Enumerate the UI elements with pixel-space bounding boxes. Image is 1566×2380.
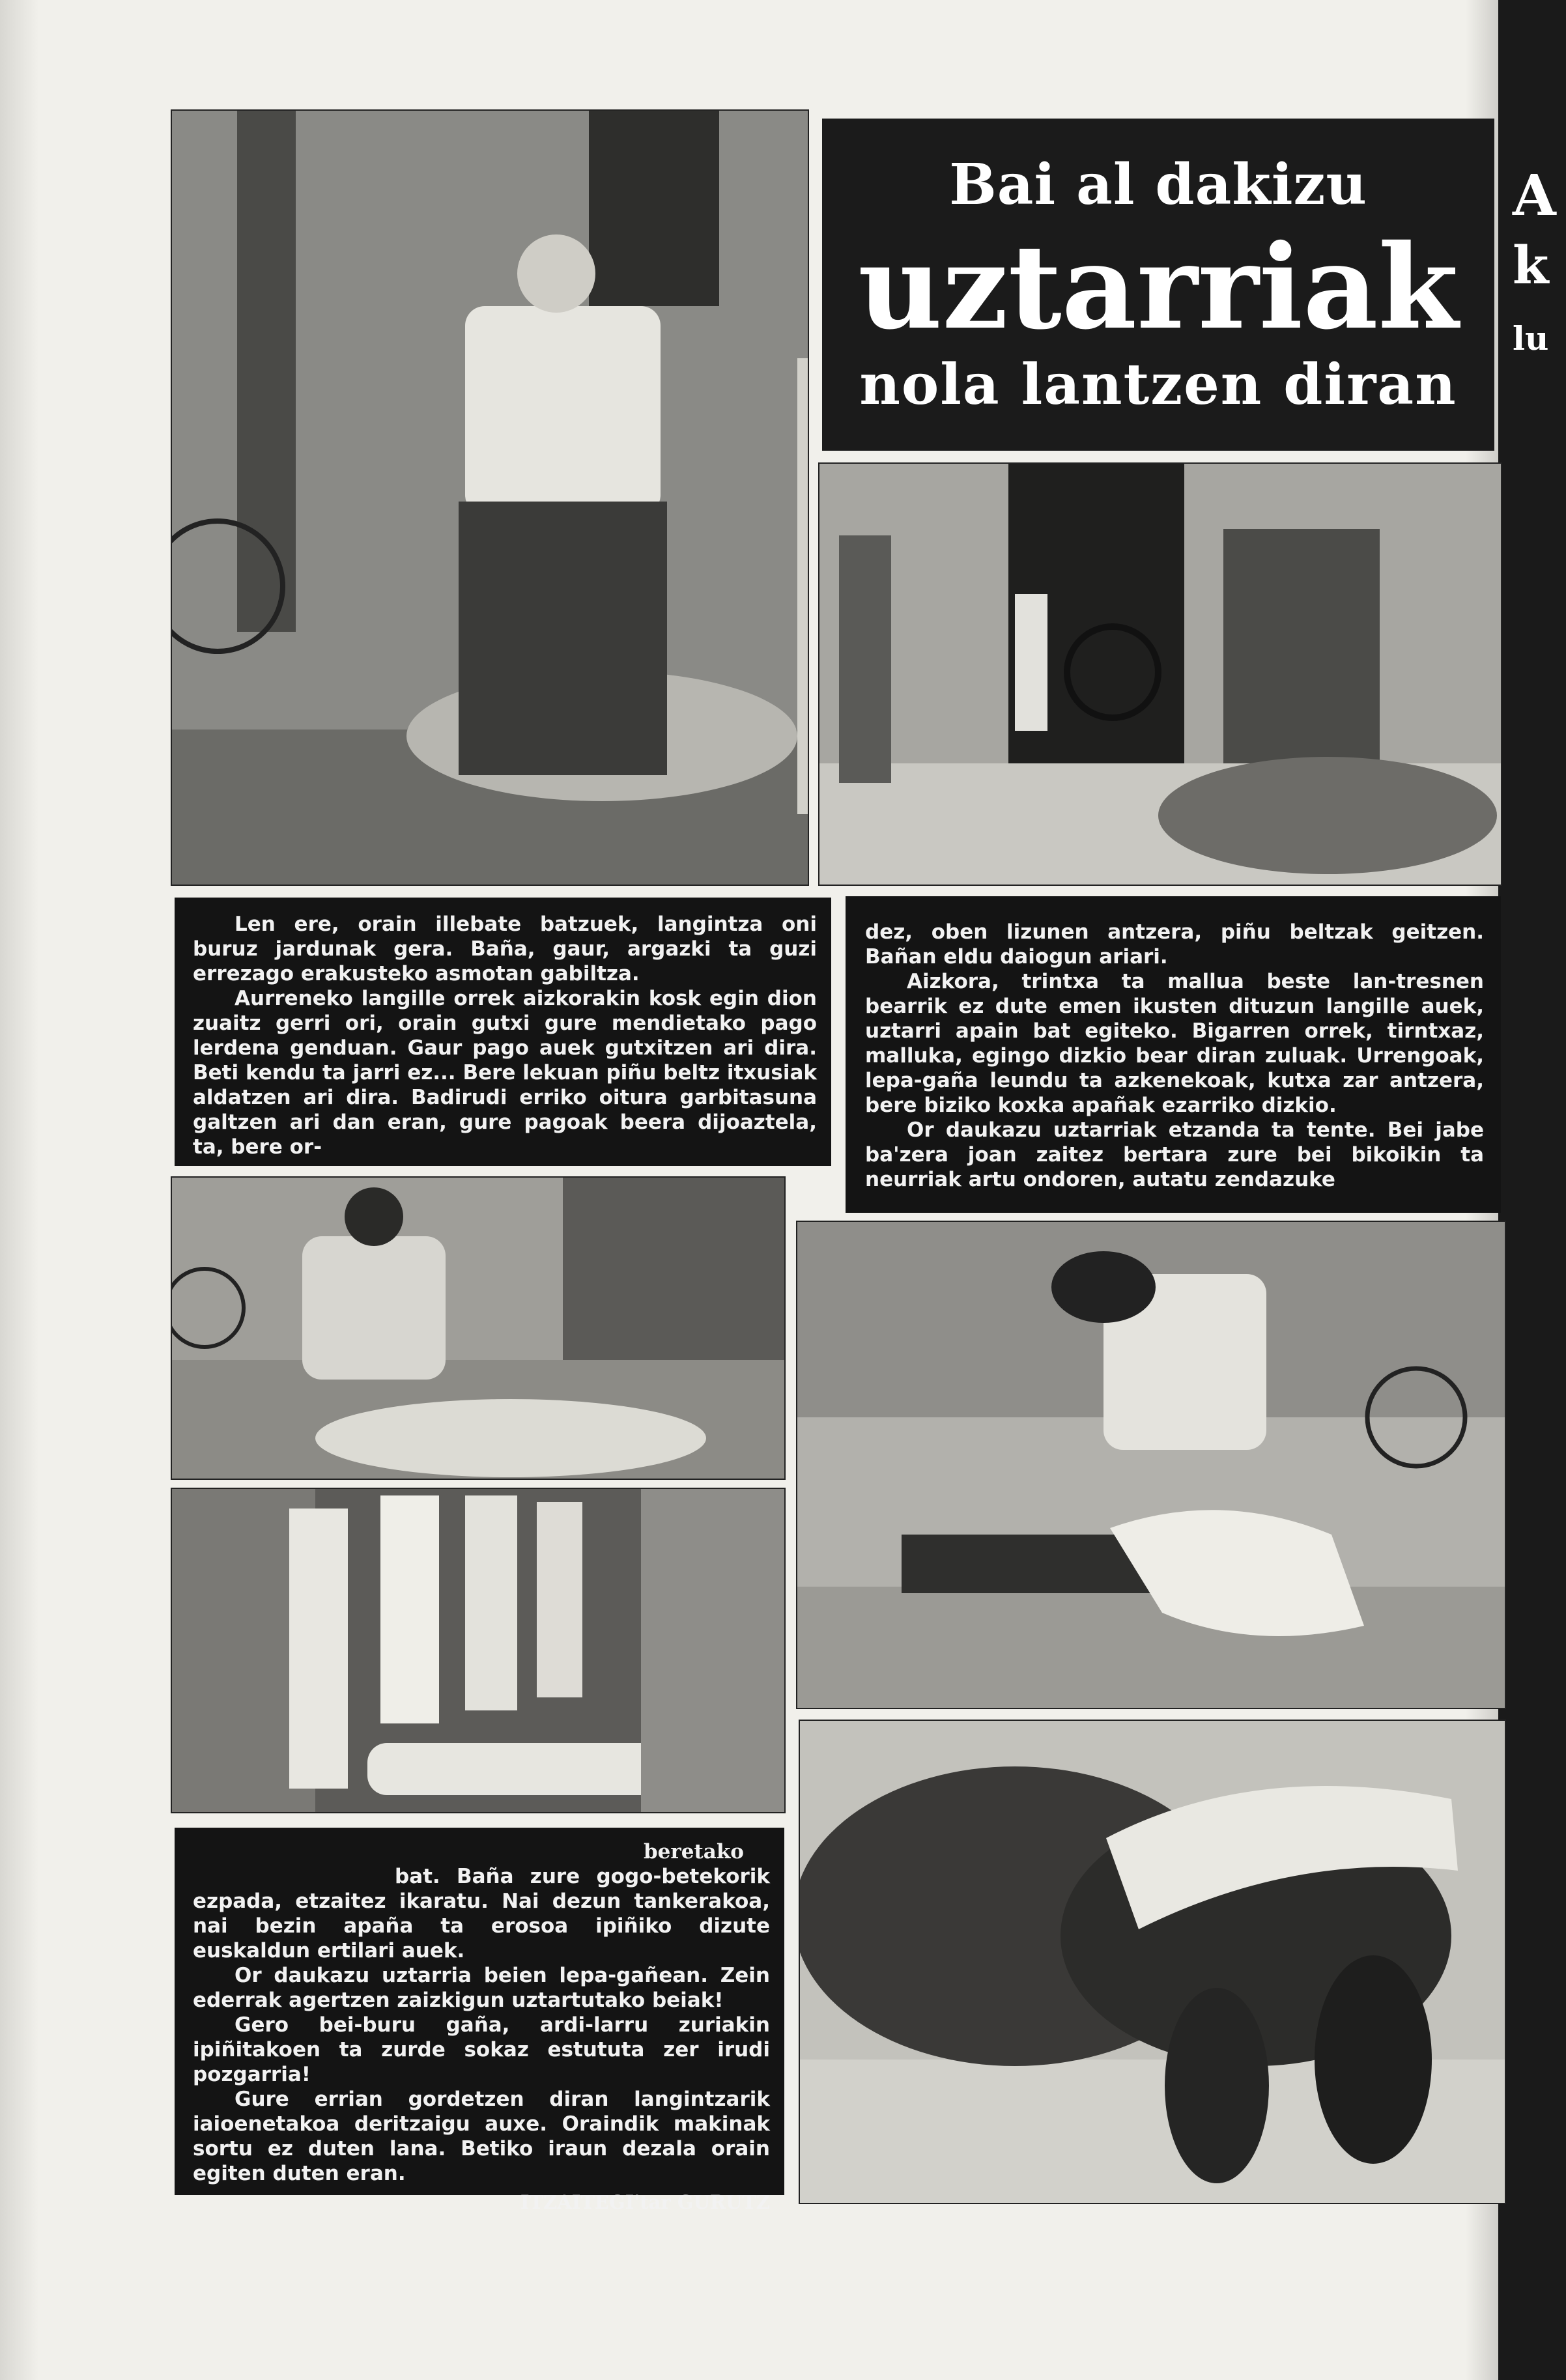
next-page-letter-1: A [1513, 163, 1556, 229]
paragraph: bat. Baña zure gogo-betekorik ezpada, etzaitez ikaratu. Nai dezun tankerakoa, nai bezin apaña ta erosoa ipiñiko dizute euskaldun ertilari auek. [193, 1865, 770, 1962]
photo-boys-image [819, 464, 1501, 885]
photo-oxen-image [800, 1721, 1505, 2203]
next-page-letter-3: lu [1513, 319, 1549, 358]
photo-woodcarver-image [172, 111, 808, 885]
photo-boys-and-carver [818, 462, 1502, 886]
paragraph: Or daukazu uztarria beien lepa-gañean. Zein ederrak agertzen zaizkigun uztartutako beiak! [193, 1964, 770, 2012]
title-line-3: nola lantzen diran [859, 352, 1457, 418]
photo-carver-beret-image [797, 1222, 1505, 1708]
photo-carver-street [171, 1176, 786, 1480]
paragraph: Aurreneko langille orrek aizkorakin kosk egin dion zuaitz gerri ori, orain gutxi gure mendietako pago lerdena genduan. Gaur pago auek gutxitzen ari dira. Beti kendu ta jarri ez... Bere lekuan piñu beltz itxusiak aldatzen ari dira. Badirudi erriko oitura garbitasuna galtzen ari dan eran, gure pagoak beera dijoaztela, ta, bere or- [193, 987, 817, 1159]
paragraph: Gero bei-buru gaña, ardi-larru zuriakin ipiñitakoen ta zurde sokaz estututa zer irudi pozgarria! [193, 2013, 770, 2086]
lead-in-word: beretako [643, 1840, 744, 1863]
photo-finished-yokes [171, 1488, 786, 1813]
photo-carver-beret [796, 1221, 1506, 1709]
article-text-column-2 [846, 896, 1501, 1213]
next-page-letter-2: k [1513, 234, 1549, 296]
next-page-edge [1498, 0, 1566, 2380]
title-main-word: uztarriak [858, 219, 1459, 355]
photo-yokes-image [172, 1489, 784, 1812]
article-text-column-3 [175, 1828, 784, 2213]
paragraph: Len ere, orain illebate batzuek, langintza oni buruz jardunak gera. Baña, gaur, argazki ta guzi errezago erakusteko asmotan gabiltza. [193, 913, 817, 985]
title-line-1: Bai al dakizu [949, 152, 1367, 218]
photo-carver-street-image [172, 1178, 784, 1479]
author-signature: ITZAITEGI'tar GURUTZ [520, 2191, 770, 2213]
paragraph: Gure errian gordetzen diran langintzarik iaioenetakoa deritzaigu auxe. Oraindik makinak sortu ez duten lana. Betiko iraun dezala orain egiten duten eran. [193, 2088, 770, 2185]
paragraph: dez, oben lizunen antzera, piñu beltzak geitzen. Bañan eldu daiogun ariari. [865, 920, 1484, 969]
photo-woodcarver-with-axe [171, 109, 809, 886]
paragraph: Aizkora, trintxa ta mallua beste lan-tresnen bearrik ez dute emen ikusten dituzun langille auek, uztarri apain bat egiteko. Bigarren orrek, tirntxaz, malluka, egingo dizkio bear diran zuluak. Urrengoak, lepa-gaña leundu ta azkenekoak, kutxa zar antzera, bere biziko koxka apañak ezarriko dizkio. [865, 970, 1484, 1117]
article-text-column-1 [175, 898, 831, 1166]
photo-yoked-oxen [799, 1720, 1506, 2204]
article-title-box [822, 119, 1494, 451]
paragraph: Or daukazu uztarriak etzanda ta tente. Bei jabe ba'zera joan zaitez bertara zure bei bikoikin ta neurriak artu ondoren, autatu zendazuke [865, 1118, 1484, 1191]
